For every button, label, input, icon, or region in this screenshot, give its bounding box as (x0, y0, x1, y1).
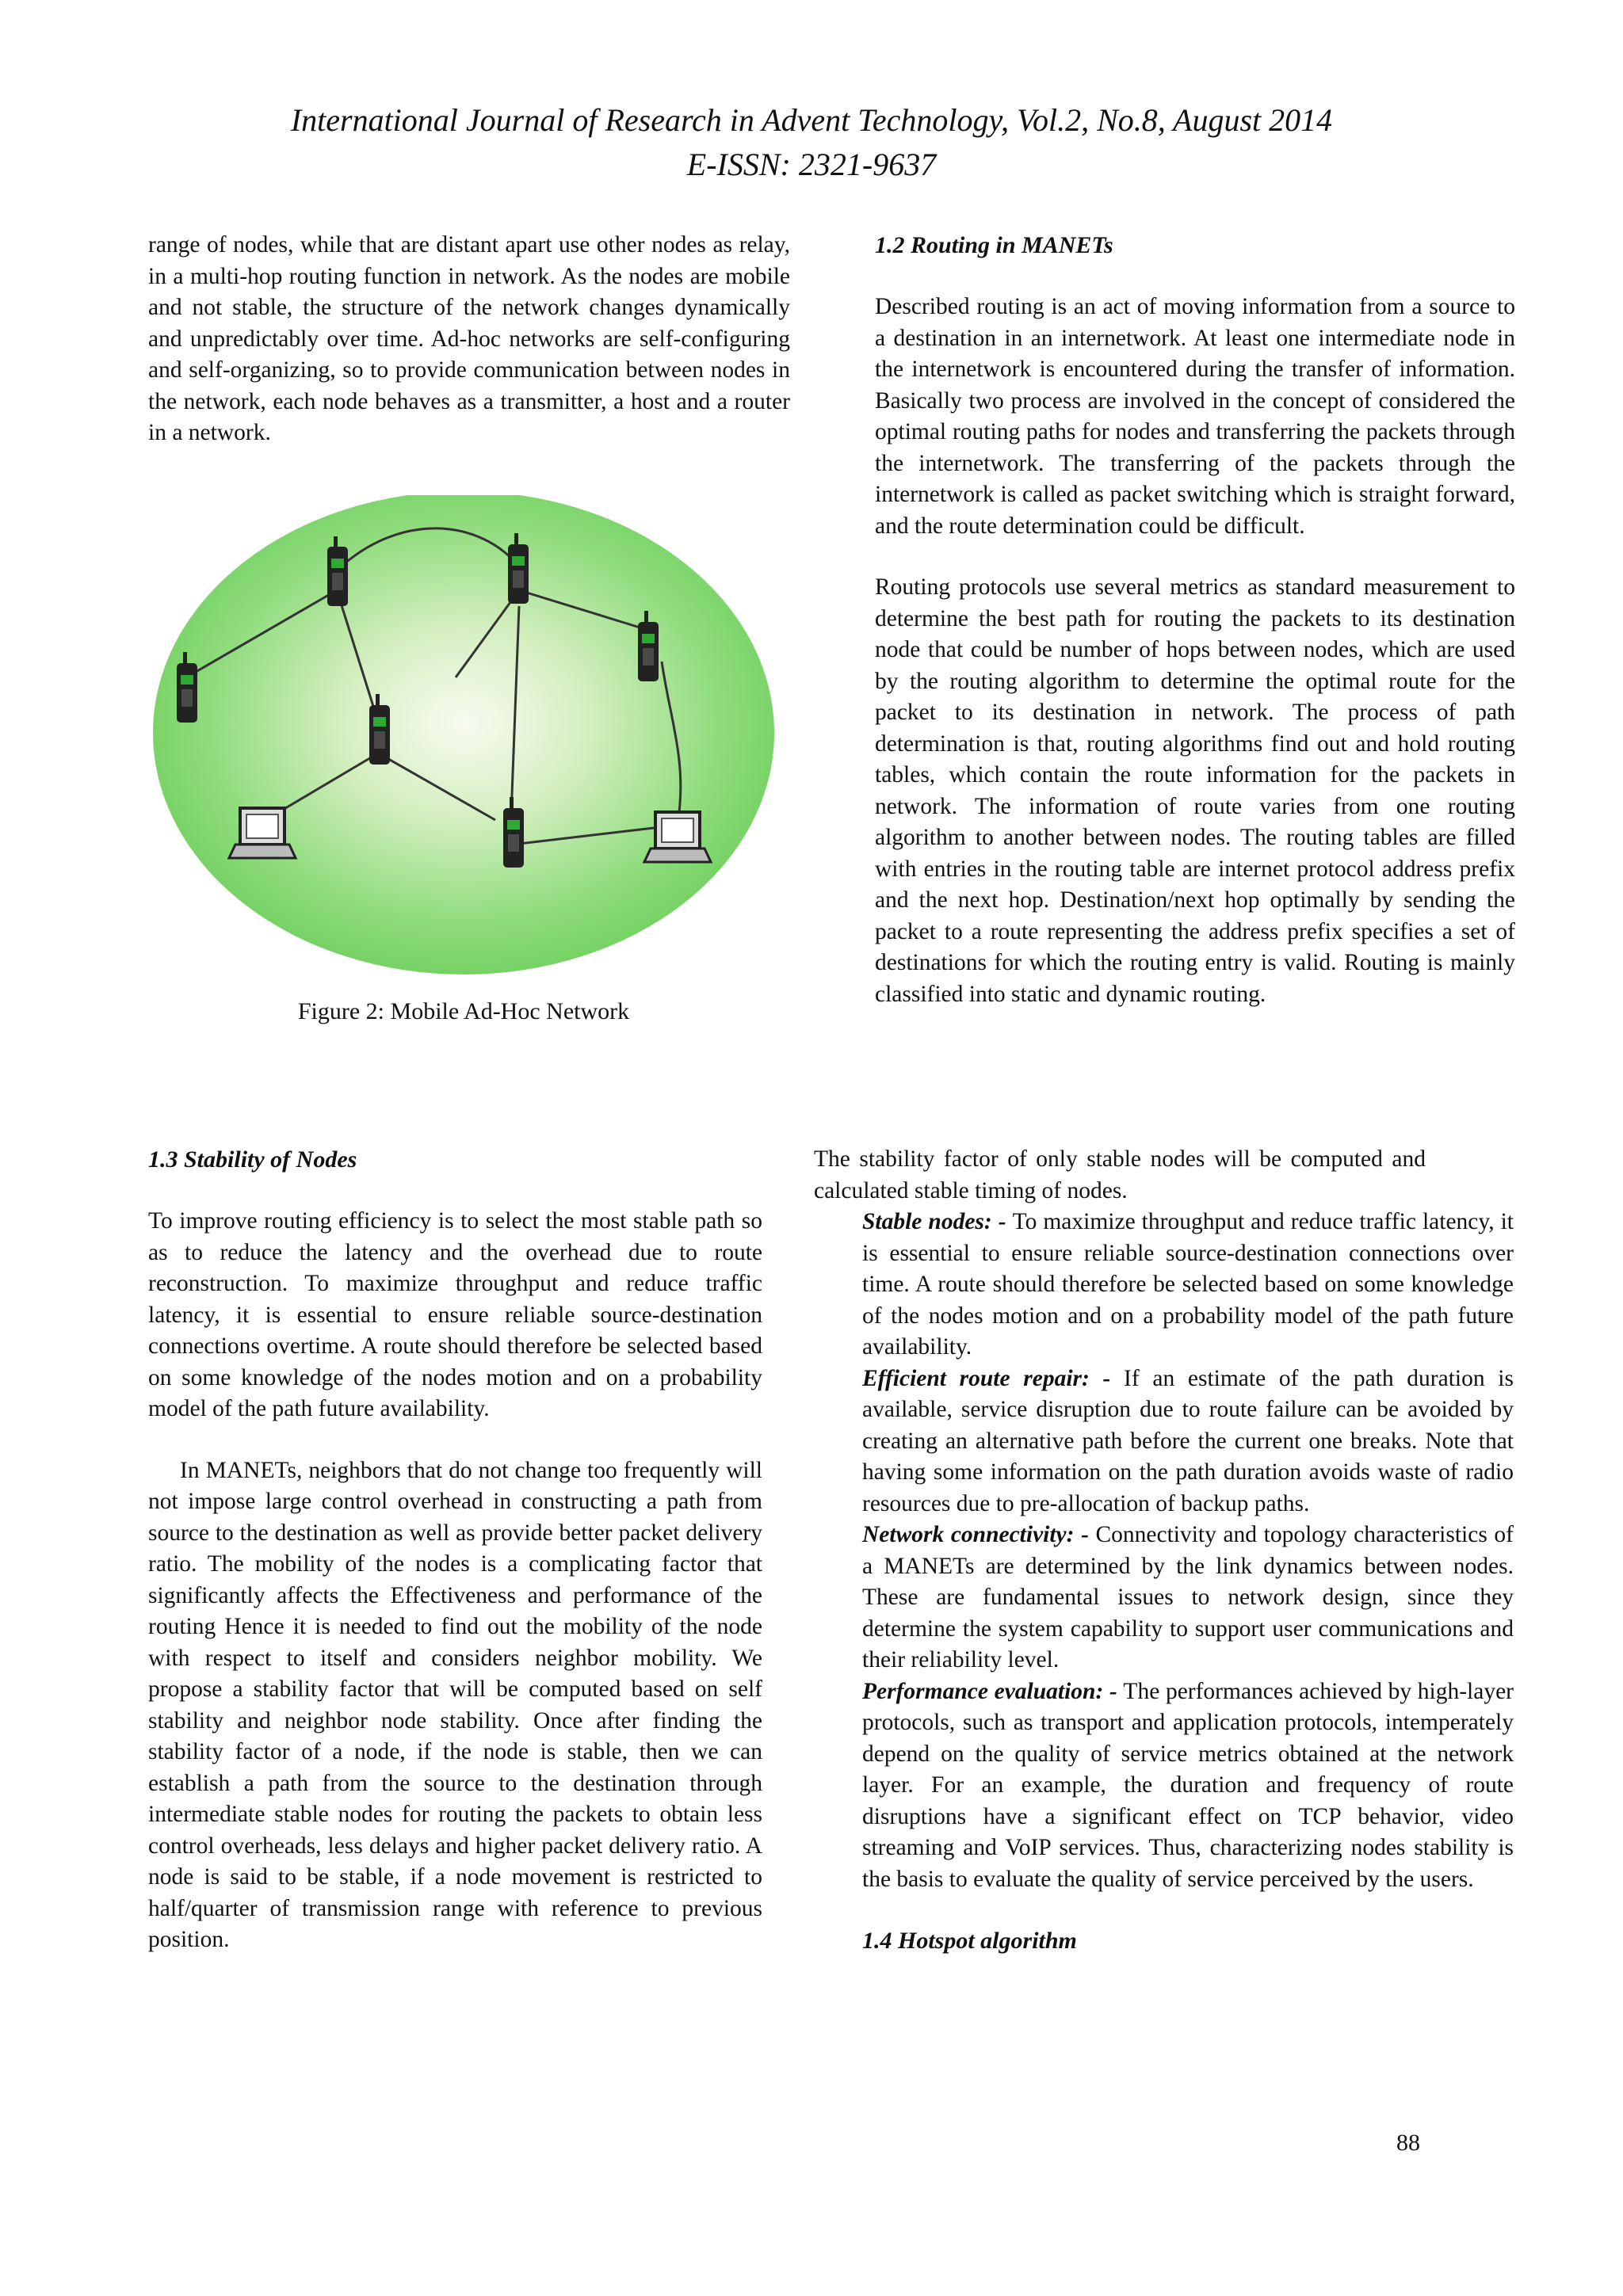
stability-paragraph-1: To improve routing efficiency is to select the most stable path so as to reduce the latency and the overhead due to route reconstruction. To maximize throughput and reduce traffic latency, it is essential to ensure reliable source-destination connections overtime. A route should therefore be selected based on some knowledge of the nodes motion and on a probability model of the path future availability. (148, 1208, 762, 1421)
mobile-adhoc-network-diagram (147, 495, 781, 978)
bullet-title: Efficient route repair (862, 1365, 1083, 1391)
intro-paragraph: range of nodes, while that are distant apart use other nodes as relay, in a multi-hop routing function in network. As the nodes are mobile and not stable, the structure of the network changes dynamically and unpredictably over time. Ad-hoc networks are self-configuring and self-organizing, so to provide communication between nodes in the network, each node behaves as a transmitter, a host and a router in a network. (148, 232, 790, 445)
figure-caption: Figure 2: Mobile Ad-Hoc Network (297, 998, 630, 1024)
routing-paragraph-1: Described routing is an act of moving information from a source to a destination in an internetwork. At least one intermediate node in the internetwork is encountered during the transfer of information. Basically two process are involved in the concept of considered the optimal routing paths for nodes and transferring the packets through the internetwork. The transferring of the packets through the internetwork is called as packet switching which is straight forward, and the route determination could be difficult. (875, 294, 1515, 539)
bullet-separator: : - (1066, 1522, 1096, 1547)
stability-paragraph-2: In MANETs, neighbors that do not change too frequently will not impose large control overhead in constructing a path from source to the destination as well as provide better packet delivery ratio. The mobility of the nodes is a complicating factor that significantly affects the Effectiveness and performance of the routing Hence it is needed to find out the mobility of the node with respect to itself and considers neighbor mobility. We propose a stability factor that will be computed based on self stability and neighbor node stability. Once after finding the stability factor of a node, if the node is stable, then we can establish a path from the source to the destination through intermediate stable nodes for routing the packets to obtain less control overheads, less delays and higher packet delivery ratio. A node is said to be stable, if a node movement is restricted to half/quarter of transmission range with reference to previous position. (148, 1457, 762, 1952)
bullet-separator: : - (1082, 1365, 1125, 1391)
stability-benefits-list (862, 1207, 1514, 1957)
left-column-top (148, 230, 790, 449)
bullet-separator: : - (983, 1209, 1013, 1234)
laptop-icon (644, 812, 711, 862)
bullet-performance-evaluation (862, 1676, 1514, 1896)
bullet-title: Network connectivity (862, 1522, 1067, 1547)
network-area (153, 495, 774, 974)
bullet-text: If an estimate of the path duration is available, service disruption due to route failure can be avoided by creating an alternative path before the current one breaks. Note that having some information on the path duration avoids waste of radio resources due to pre-allocation of backup paths. (862, 1365, 1514, 1516)
left-column-lower (148, 1144, 762, 1956)
stability-factor-block (814, 1144, 1426, 1207)
section-1-3-heading: 1.3 Stability of Nodes (148, 1146, 357, 1173)
routing-paragraph-2: Routing protocols use several metrics as standard measurement to determine the best path for routing the packets to its destination node that could be number of hops between nodes, which are used by the routing algorithm to determine the optimal route for the packet to its destination in network. The process of path determination is that, routing algorithms find out and hold routing tables, which contain the route information for the packets in network. The information of route varies from one routing algorithm to another between nodes. The routing tables are filled with entries in the routing table are internet protocol address prefix and the next hop. Destination/next hop optimally by sending the packet to a route representing the address prefix specifies a set of destinations for which the routing entry is valid. Routing is mainly classified into static and dynamic routing. (875, 574, 1515, 1007)
bullet-separator: : - (1095, 1678, 1124, 1704)
section-1-4-heading: 1.4 Hotspot algorithm (862, 1928, 1077, 1954)
bullet-stable-nodes (862, 1207, 1514, 1363)
bullet-text: Connectivity and topology characteristics of a MANETs are determined by the link dynamics between nodes. These are fundamental issues to network design, since they determine the system capability to support user communications and their reliability level. (862, 1522, 1514, 1672)
bullet-network-connectivity (862, 1520, 1514, 1676)
bullet-text: To maximize throughput and reduce traffic latency, it is essential to ensure reliable source-destination connections over time. A route should therefore be selected based on some knowledge of the nodes motion and on a probability model of the path future availability. (862, 1209, 1514, 1360)
bullet-efficient-route-repair (862, 1363, 1514, 1520)
laptop-icon (229, 808, 296, 858)
bullet-title: Performance evaluation (862, 1678, 1096, 1704)
journal-issn: E-ISSN: 2321-9637 (686, 147, 937, 182)
section-1-2-heading: 1.2 Routing in MANETs (875, 232, 1113, 258)
page-number: 88 (1396, 2130, 1420, 2156)
bullet-title: Stable nodes (862, 1209, 984, 1234)
mobile-phone-icon (327, 536, 348, 606)
network-figure (147, 495, 781, 978)
right-column-top (875, 230, 1515, 1010)
bullet-text: The performances achieved by high-layer protocols, such as transport and application protocols, intemperately depend on the quality of service metrics obtained at the network layer. For an example, the duration and frequency of route disruptions have a significant effect on TCP behavior, video streaming and VoIP services. Thus, characterizing nodes stability is the basis to evaluate the quality of service perceived by the users. (862, 1678, 1514, 1892)
stability-factor-paragraph: The stability factor of only stable nodes will be computed and calculated stable timing of nodes. (814, 1146, 1426, 1203)
journal-title: International Journal of Research in Advent Technology, Vol.2, No.8, August 2014 (290, 102, 1333, 138)
